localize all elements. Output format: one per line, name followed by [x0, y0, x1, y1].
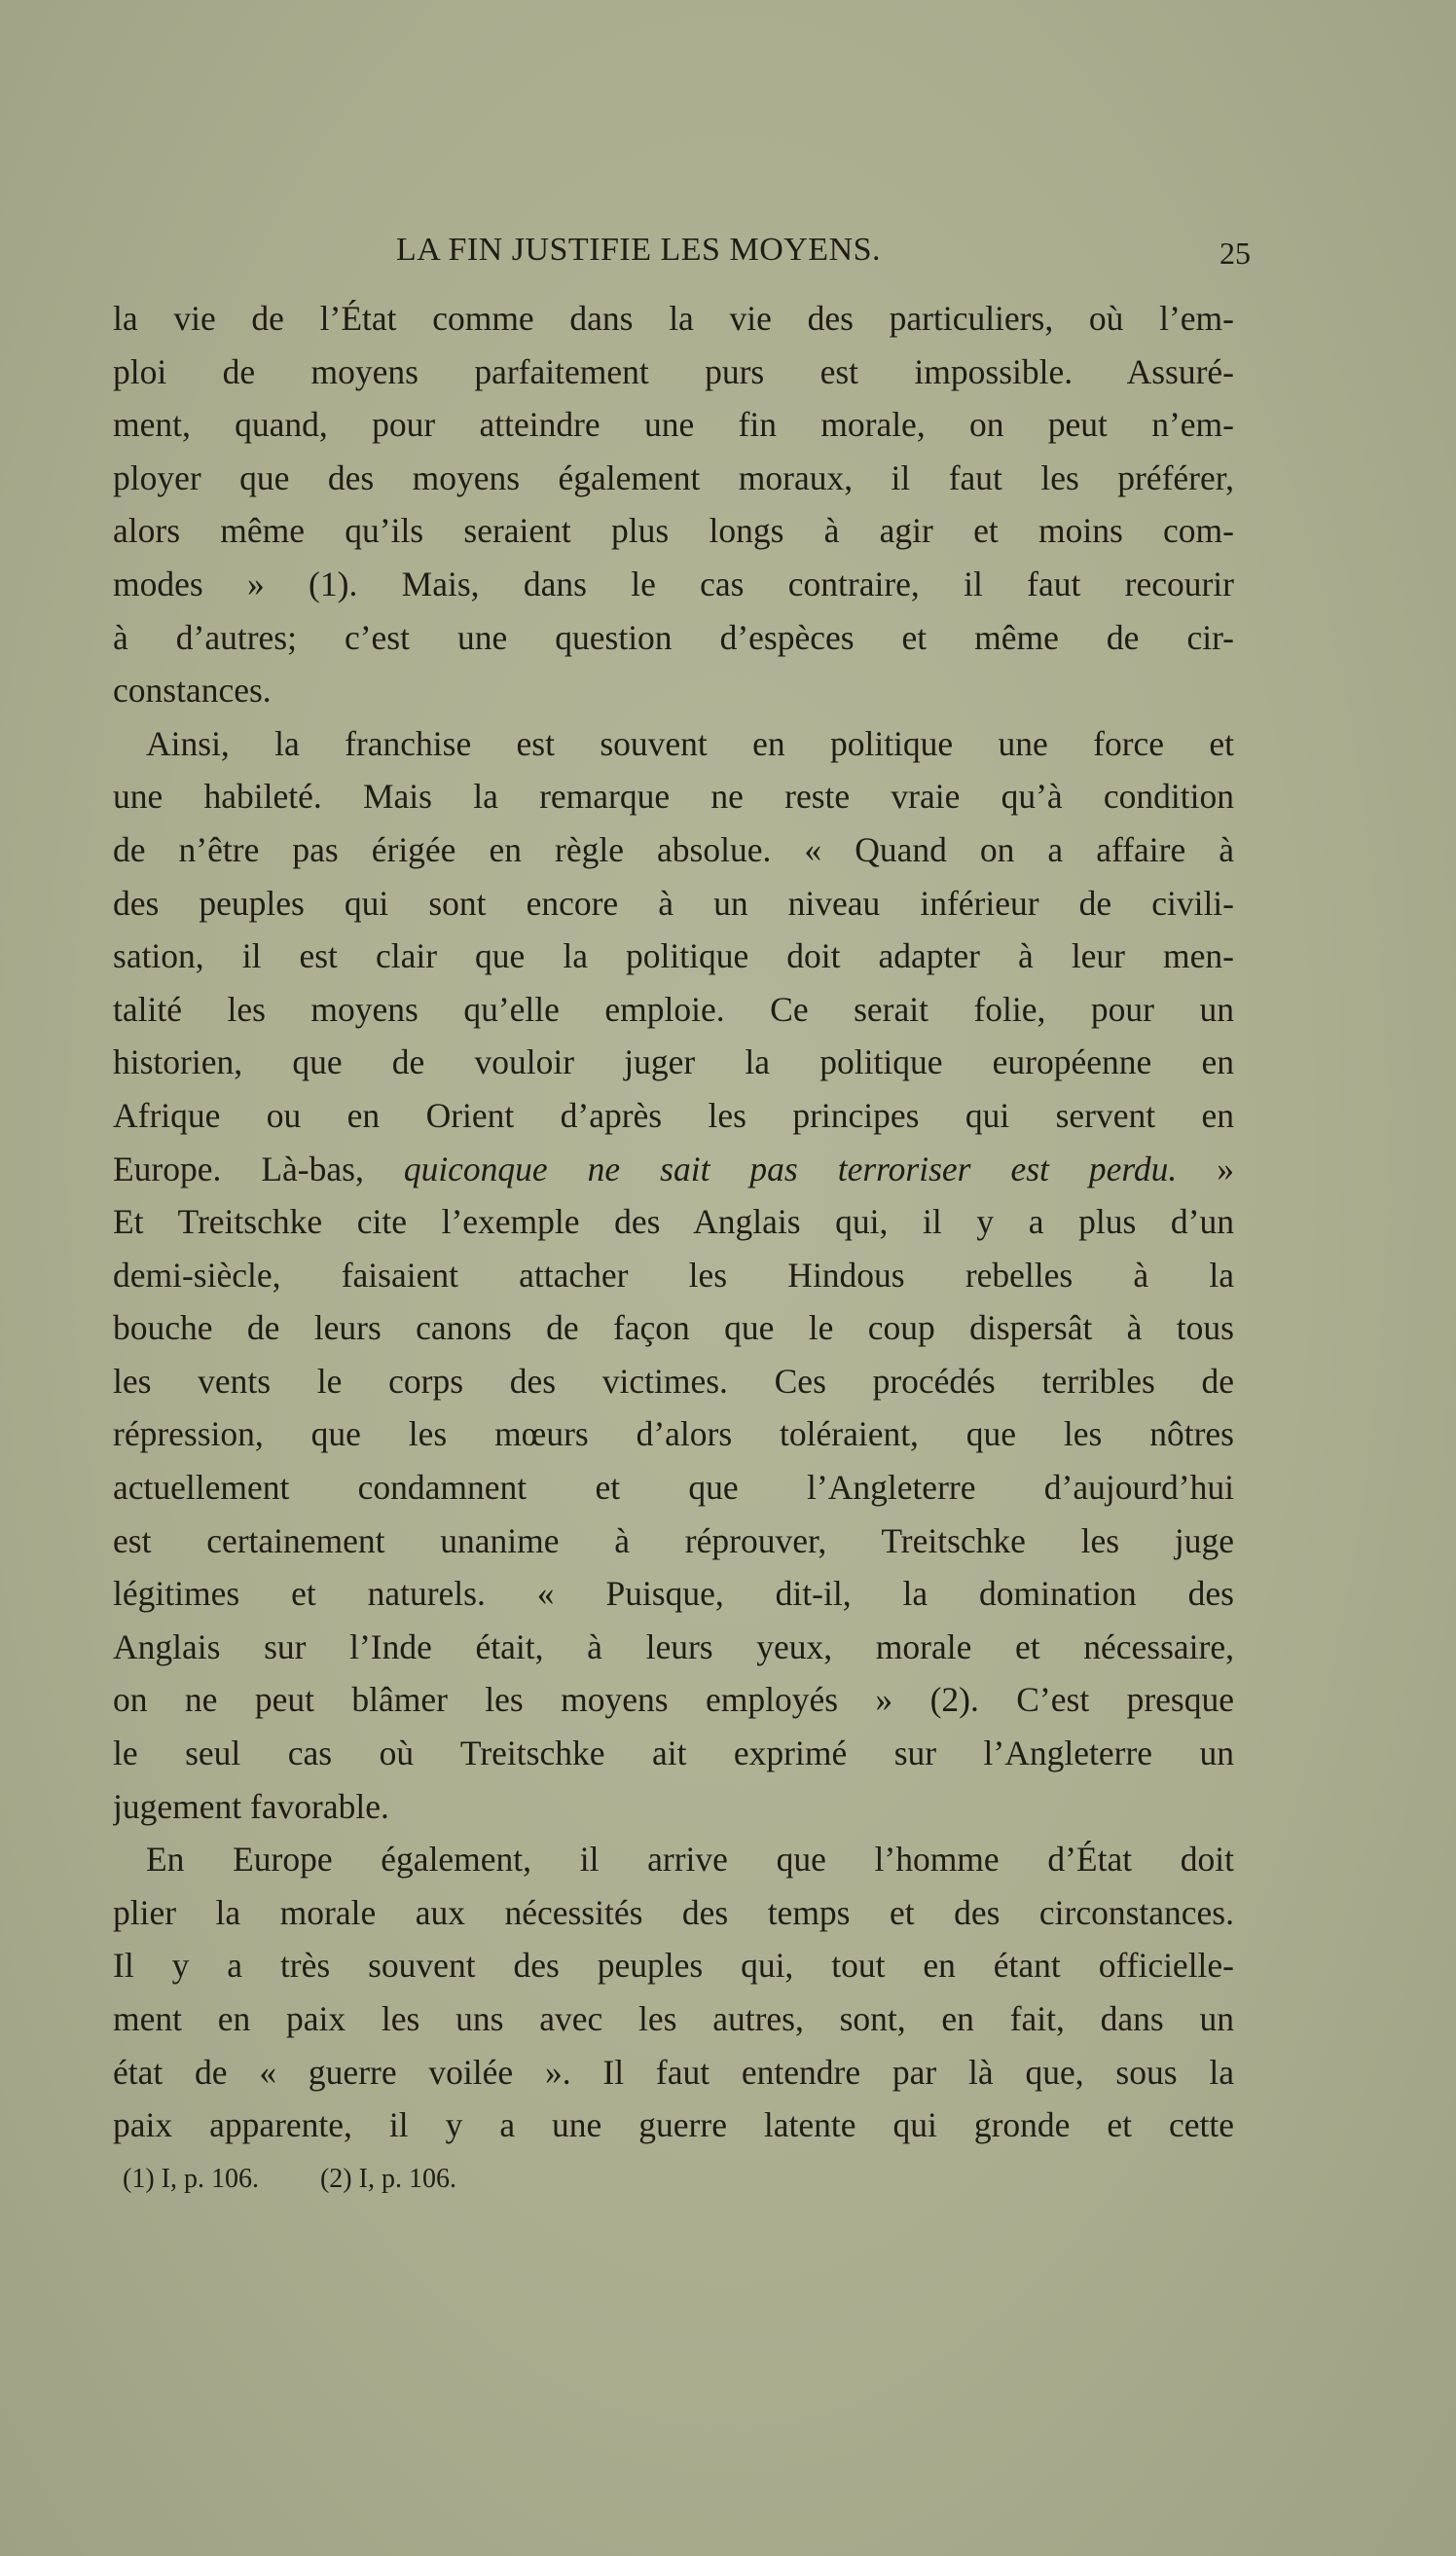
- page-header: [117, 232, 1251, 280]
- text-line: des peuples qui sont encore à un niveau inférieur de civili-: [113, 883, 1234, 923]
- text-line: état de « guerre voilée ». Il faut entendre par là que, sous la: [113, 2052, 1234, 2092]
- text-line: les vents le corps des victimes. Ces procédés terribles de: [113, 1361, 1234, 1401]
- body-text: [113, 292, 1234, 2152]
- text-line: ploi de moyens parfaitement purs est impossible. Assuré-: [113, 351, 1234, 391]
- text-line: ployer que des moyens également moraux, il faut les préférer,: [113, 457, 1234, 497]
- text-line: Afrique ou en Orient d’après les principes qui servent en: [113, 1095, 1234, 1135]
- text-line: une habileté. Mais la remarque ne reste vraie qu’à condition: [113, 777, 1234, 817]
- footnotes: [123, 2164, 511, 2195]
- paragraph-start-line: En Europe également, il arrive que l’homme d’État doit: [146, 1840, 1234, 1880]
- closing-guillemet: »: [1177, 1149, 1234, 1188]
- text-line: de n’être pas érigée en règle absolue. « Quand on a affaire à: [113, 829, 1234, 869]
- italic-quote: quiconque ne sait pas terroriser est perdu.: [403, 1149, 1178, 1188]
- text-line: actuellement condamnent et que l’Angleterre d’aujourd’hui: [113, 1468, 1234, 1508]
- text-line: demi-siècle, faisaient attacher les Hindous rebelles à la: [113, 1255, 1234, 1295]
- text-line: Il y a très souvent des peuples qui, tout en étant officielle-: [113, 1946, 1234, 1986]
- text-line: répression, que les mœurs d’alors toléraient, que les nôtres: [113, 1414, 1234, 1454]
- text-line: on ne peut blâmer les moyens employés » (2). C’est presque: [113, 1680, 1234, 1720]
- text-line: le seul cas où Treitschke ait exprimé sur l’Angleterre un: [113, 1734, 1234, 1773]
- page-number: 25: [1219, 236, 1251, 271]
- text-line: bouche de leurs canons de façon que le coup dispersât à tous: [113, 1308, 1234, 1348]
- text-line: historien, que de vouloir juger la politique européenne en: [113, 1042, 1234, 1082]
- footnote-2: (2) I, p. 106.: [319, 2164, 456, 2194]
- text-line-with-italic: [113, 1143, 1234, 1196]
- text-line: Anglais sur l’Inde était, à leurs yeux, morale et nécessaire,: [113, 1626, 1234, 1666]
- text-line: Et Treitschke cite l’exemple des Anglais qui, il y a plus d’un: [113, 1202, 1234, 1242]
- text-line: légitimes et naturels. « Puisque, dit-il, la domination des: [113, 1574, 1234, 1614]
- paragraph-start-line: Ainsi, la franchise est souvent en politique une force et: [146, 723, 1234, 763]
- text-line: sation, il est clair que la politique doit adapter à leur men-: [113, 936, 1234, 976]
- text-line: paix apparente, il y a une guerre latente qui gronde et cette: [113, 2105, 1234, 2145]
- text-roman: Europe. Là-bas,: [113, 1149, 404, 1188]
- running-title: LA FIN JUSTIFIE LES MOYENS.: [396, 232, 882, 268]
- text-line: à d’autres; c’est une question d’espèces et même de cir-: [113, 617, 1234, 657]
- text-line: la vie de l’État comme dans la vie des particuliers, où l’em-: [113, 299, 1234, 338]
- text-line: jugement favorable.: [113, 1786, 389, 1826]
- footnote-1: (1) I, p. 106.: [123, 2164, 259, 2194]
- text-line: plier la morale aux nécessités des temps et des circonstances.: [113, 1892, 1234, 1932]
- text-line: modes » (1). Mais, dans le cas contraire, il faut recourir: [113, 564, 1234, 603]
- text-line: alors même qu’ils seraient plus longs à agir et moins com-: [113, 511, 1234, 551]
- text-line: est certainement unanime à réprouver, Treitschke les juge: [113, 1520, 1234, 1560]
- text-line: talité les moyens qu’elle emploie. Ce serait folie, pour un: [113, 989, 1234, 1029]
- text-line: constances.: [113, 671, 272, 711]
- text-line: ment, quand, pour atteindre une fin morale, on peut n’em-: [113, 405, 1234, 445]
- text-line: ment en paix les uns avec les autres, sont, en fait, dans un: [113, 1999, 1234, 2038]
